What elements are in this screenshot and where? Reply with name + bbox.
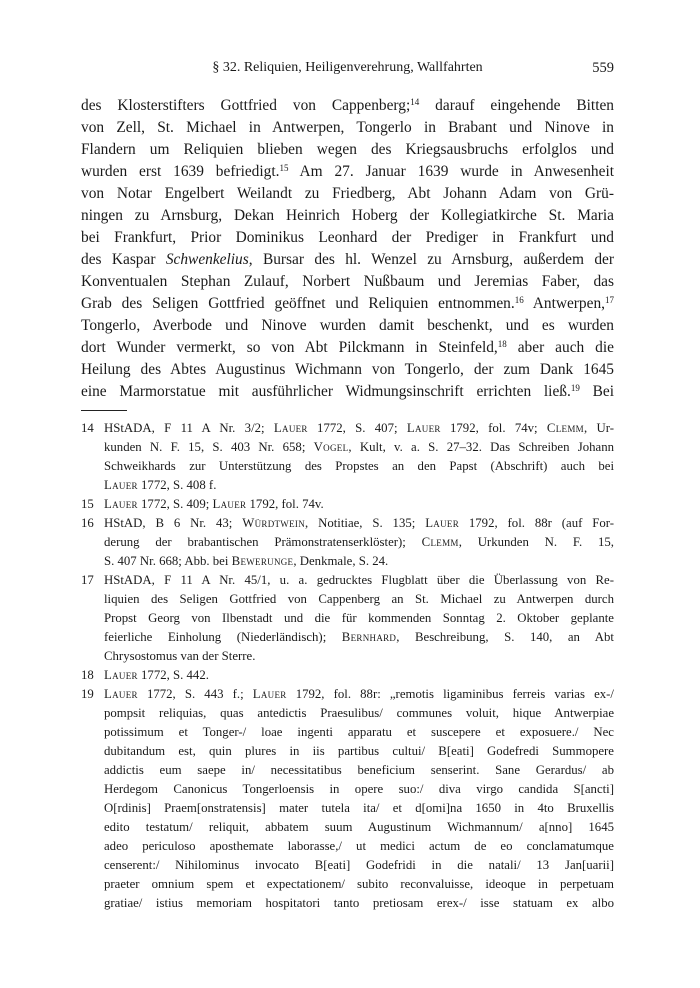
text-run: Am 27. Januar 1639 wurde in Anwesenheit <box>288 163 614 180</box>
footnote-19 <box>81 685 614 913</box>
footnote-number: 19 <box>81 687 94 701</box>
text-run: 1792, fol. 74v; <box>440 421 547 435</box>
text-run: 1792, fol. 74v. <box>246 497 324 511</box>
text-line: Flandern um Reliquien blieben wegen des Kriegsausbruchs erfolglos und <box>81 141 614 158</box>
text-line <box>81 161 614 183</box>
footnote-line: censerent:/ Nihilominus invocato B[eati] Godefridi in die natali/ 13 Jan[uarii] <box>104 858 614 872</box>
footnote-line: Herdegom Canonicus Tongerloensis in opere suo:/ diva virgo candida S[ancti] <box>104 782 614 796</box>
footnote-line: Schweikhards zur Unterstützung des Propstes an den Papst (Abschrift) auch bei <box>104 459 614 473</box>
footnote-17 <box>81 571 614 666</box>
page-number: 559 <box>592 60 614 76</box>
footnote-body <box>104 685 614 913</box>
footnote-line <box>104 666 614 685</box>
text-line <box>81 337 614 359</box>
italic-name: Schwenkelius <box>165 251 249 268</box>
footnote-number: 16 <box>81 516 94 530</box>
author-name: Lauer <box>252 687 287 701</box>
text-run: HStAD, B 6 Nr. 43; <box>104 516 243 530</box>
footnote-line: Propst Georg von Ilbenstadt und die für kommenden Sonntag 2. Oktober geplante <box>104 611 614 625</box>
text-run: 1792, fol. 88r: „remotis ligaminibus ferreis varias ex-/ <box>286 687 614 701</box>
text-line <box>81 249 614 271</box>
text-run: 1772, S. 407; <box>307 421 407 435</box>
text-run: darauf eingehende Bitten <box>419 97 615 114</box>
footnote-line: adeo periculoso aposthemate laborasse,/ ut medici actum de eo conclamatumque <box>104 839 614 853</box>
footnote-ref[interactable]: 19 <box>570 383 580 393</box>
footnote-ref[interactable]: 17 <box>605 295 614 305</box>
footnotes <box>81 419 614 913</box>
text-line <box>81 381 614 403</box>
text-run: 1792, fol. 88r (auf For- <box>459 516 615 530</box>
text-run: aber auch die <box>506 339 614 356</box>
text-run: des Kaspar <box>81 251 166 268</box>
footnote-line: potissimum et Tonger-/ loae ingenti apparatu et suscepere et exposuere./ Nec <box>104 725 614 739</box>
running-head <box>81 60 614 80</box>
text-line: Heilung des Abtes Augustinus Wichmann von Tongerlo, der zum Dank 1645 <box>81 361 614 378</box>
footnote-number: 15 <box>81 497 94 511</box>
footnote-line <box>104 419 614 438</box>
footnote-line <box>104 476 614 495</box>
text-line: von Zell, St. Michael in Antwerpen, Tongerlo in Brabant und Ninove in <box>81 119 614 136</box>
running-title: § 32. Reliquien, Heiligenverehrung, Wallfahrten <box>212 60 483 75</box>
text-run: , Urkunden N. F. 15, <box>458 535 614 549</box>
footnote-line: edito testatum/ reliquit, abbatem suum Augustinum Wichmannum/ a[nno] 1645 <box>104 820 614 834</box>
footnote-separator <box>81 410 127 411</box>
footnote-line: liquien des Seligen Gottfried von Cappenberg an St. Michael zu Antwerpen durch <box>104 592 614 606</box>
main-text <box>81 95 614 403</box>
text-run: , Bursar des hl. Wenzel zu Arnsburg, außerdem der <box>248 251 614 268</box>
footnote-number: 18 <box>81 668 94 682</box>
footnote-line <box>104 533 614 552</box>
footnote-line <box>104 495 614 514</box>
footnote-line: praeter omnium spem et expectationem/ subito reconvaluisse, ideoque in perpetuam <box>104 877 614 891</box>
footnote-18 <box>81 666 614 685</box>
text-run: Bei <box>579 383 614 400</box>
footnote-line <box>104 552 614 571</box>
footnote-15 <box>81 495 614 514</box>
footnote-line <box>104 685 614 704</box>
footnote-body <box>104 571 614 666</box>
author-name: Vogel <box>313 440 349 454</box>
text-run: feierliche Einholung (Niederländisch); <box>104 630 342 644</box>
text-line: Tongerlo, Averbode und Ninove wurden damit beschenkt, und es wurden <box>81 317 614 334</box>
text-run: 1772, S. 408 f. <box>137 478 217 492</box>
footnote-line: pompsit reliquias, quas antedictis Praesulibus/ communes voluit, hique Antwerpiae <box>104 706 614 720</box>
author-name: Lauer <box>104 497 138 511</box>
footnote-line: dubitandum est, quin plures in iis partibus cultui/ B[eati] Godefredi Summopere <box>104 744 614 758</box>
author-name: Bernhard <box>341 630 397 644</box>
footnote-ref[interactable]: 16 <box>514 295 524 305</box>
text-run: S. 407 Nr. 668; Abb. bei <box>104 554 232 568</box>
text-run: 1772, S. 442. <box>137 668 209 682</box>
text-run: , Kult, v. a. S. 27–32. Das Schreiben Johann <box>348 440 614 454</box>
footnote-number: 14 <box>81 421 94 435</box>
footnote-14 <box>81 419 614 495</box>
author-name: Clemm <box>421 535 459 549</box>
text-run: Antwerpen, <box>523 295 605 312</box>
footnote-body <box>104 666 614 685</box>
footnote-line <box>104 628 614 647</box>
footnote-line: gratiae/ istius memoriam hospitatori tanto pretiosam erex-/ isse statuam ex albo <box>104 896 614 910</box>
text-run: 1772, S. 443 f.; <box>137 687 253 701</box>
footnote-ref[interactable]: 14 <box>410 97 420 107</box>
footnote-ref[interactable]: 18 <box>497 339 507 349</box>
footnote-16 <box>81 514 614 571</box>
footnote-line <box>104 514 614 533</box>
author-name: Lauer <box>104 478 138 492</box>
text-run: derung der brabantischen Prämonstratenserklöster); <box>104 535 422 549</box>
text-run: kunden N. F. 15, S. 403 Nr. 658; <box>104 440 314 454</box>
author-name: Lauer <box>425 516 460 530</box>
text-run: eine Marmorstatue mit ausführlicher Widmungsinschrift errichten ließ. <box>81 383 571 400</box>
text-run: , Beschreibung, S. 140, an Abt <box>396 630 614 644</box>
text-line: von Notar Engelbert Weilandt zu Friedberg, Abt Johann Adam von Grü- <box>81 185 614 202</box>
text-line: ningen zu Arnsburg, Dekan Heinrich Hoberg der Kollegiatkirche St. Maria <box>81 207 614 224</box>
text-line <box>81 293 614 315</box>
footnote-line: HStADA, F 11 A Nr. 45/1, u. a. gedrucktes Flugblatt über die Überlassung von Re- <box>104 573 614 587</box>
text-run: , Ur- <box>583 421 614 435</box>
footnote-line: addictis eum saepe in/ necessitatibus beneficium senserint. Sane Gerardus/ ab <box>104 763 614 777</box>
text-run: , Denkmale, S. 24. <box>293 554 389 568</box>
text-run: wurden erst 1639 befriedigt. <box>81 163 280 180</box>
author-name: Würdtwein <box>242 516 306 530</box>
author-name: Lauer <box>104 668 138 682</box>
text-line: Konventualen Stephan Zulauf, Norbert Nußbaum und Jeremias Faber, das <box>81 273 614 290</box>
author-name: Lauer <box>406 421 441 435</box>
text-run: , Notitiae, S. 135; <box>305 516 426 530</box>
text-run: HStADA, F 11 A Nr. 3/2; <box>104 421 274 435</box>
text-run: dort Wunder vermerkt, so von Abt Pilckmann in Steinfeld, <box>81 339 498 356</box>
author-name: Lauer <box>104 687 138 701</box>
footnote-ref[interactable]: 15 <box>279 163 289 173</box>
footnote-body <box>104 419 614 495</box>
author-name: Clemm <box>546 421 584 435</box>
text-line <box>81 95 614 117</box>
text-line: bei Frankfurt, Prior Dominikus Leonhard der Prediger in Frankfurt und <box>81 229 614 246</box>
author-name: Lauer <box>273 421 308 435</box>
author-name: Lauer <box>212 497 247 511</box>
text-run: 1772, S. 409; <box>137 497 213 511</box>
text-run: Grab des Seligen Gottfried geöffnet und Reliquien entnommen. <box>81 295 515 312</box>
author-name: Bewerunge <box>231 554 294 568</box>
footnote-body <box>104 495 614 514</box>
footnote-line: Chrysostomus van der Sterre. <box>104 649 256 663</box>
footnote-number: 17 <box>81 573 94 587</box>
footnote-body <box>104 514 614 571</box>
footnote-line <box>104 438 614 457</box>
text-run: des Klosterstifters Gottfried von Cappenberg; <box>81 97 411 114</box>
footnote-line: O[rdinis] Praem[onstratensis] mater tutela ita/ et d[omi]na 1650 in 4to Bruxellis <box>104 801 614 815</box>
